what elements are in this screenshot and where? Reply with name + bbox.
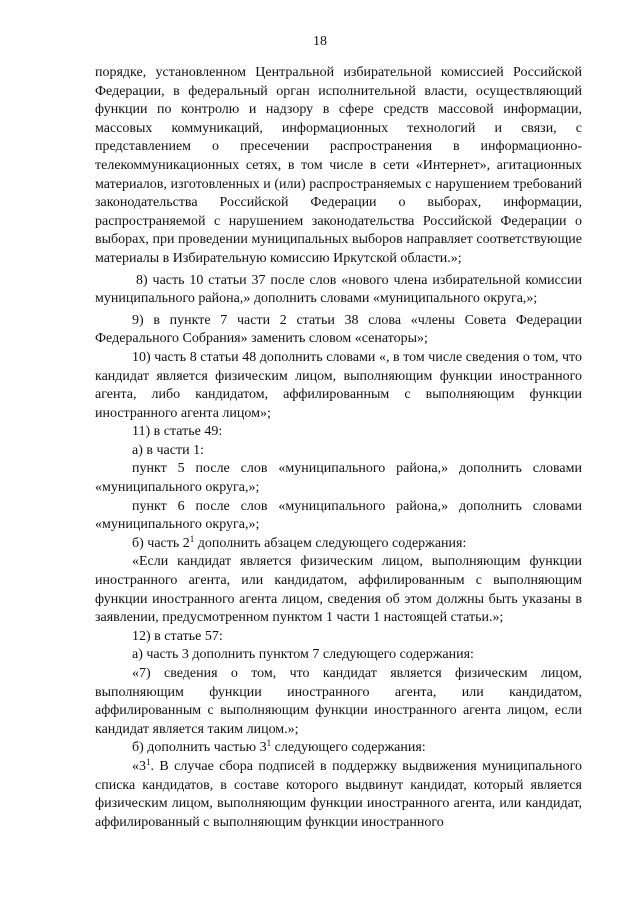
paragraph-quote-57-7: «7) сведения о том, что кандидат является физическим лицом, выполняющим функции иностранного агента, или кандидатом, аффилированным с выполняющим функции иностранного агента лицом, если кандидат является таким лицом.»; [95, 666, 582, 737]
paragraph-item-11: 11) в статье 49: [132, 424, 223, 440]
text-before-sup: б) часть 2 [132, 535, 190, 551]
superscript: 1 [189, 533, 195, 544]
superscript: 1 [146, 756, 151, 767]
text-after-sup: . В случае сбора подписей в поддержку выдвижения муниципального списка кандидатов, в составе которого выдвинут кандидат, который является физическим лицом, выполняющим функции иностранного агента, или кандидат, аффилированный с выполняющим функции иностранного [95, 758, 582, 830]
text-before-sup: б) дополнить частью 3 [132, 740, 267, 756]
paragraph-item-12b [95, 739, 582, 758]
paragraph-quote-49: «Если кандидат является физическим лицом, выполняющим функции иностранного агента, или кандидатом, аффилированным с выполняющим функции иностранного агента лицом, сведения об этом должны быть указаны в заявлении, предусмотренном пунктом 1 части 1 настоящей статьи.»; [95, 554, 582, 626]
paragraph-point-6: пункт 6 после слов «муниципального района,» дополнить словами «муниципального округа,»; [95, 498, 582, 533]
paragraph-continuation: порядке, установленном Центральной избирательной комиссией Российской Федерации, в федеральный орган исполнительной власти, осуществляющий функции по контролю и надзору в сфере средств массовой информации, массовых коммуникаций, информационных технологий и связи, с представлением о пресечении распространения в информационно-телекоммуникационных сетях, в том числе в сети «Интернет», агитационных материалов, изготовленных и (или) распространяемых с нарушением требований законодательства Российской Федерации о выборах, информации, распространяемой с нарушением законодательства Российской Федерации о выборах, при проведении муниципальных выборов направляет соответствующие материалы в Избирательную комиссию Иркутской области.»; [95, 65, 582, 266]
text-after-sup: дополнить абзацем следующего содержания: [194, 535, 467, 551]
text-before-sup: «3 [132, 758, 146, 774]
page-number: 18 [313, 34, 327, 49]
paragraph-item-10: 10) часть 8 статьи 48 дополнить словами «, в том числе сведения о том, что кандидат является физическим лицом, выполняющим функции иностранного агента, либо кандидатом, аффилированным с выполняющим функции иностранного агента лицом»; [95, 349, 582, 421]
paragraph-point-5: пункт 5 после слов «муниципального района,» дополнить словами «муниципального округа,»; [95, 461, 582, 496]
paragraph-item-12: 12) в статье 57: [132, 628, 223, 644]
document-body [95, 64, 582, 832]
paragraph-item-11b [95, 535, 582, 554]
paragraph-item-12a: а) часть 3 дополнить пунктом 7 следующего содержания: [132, 647, 474, 663]
paragraph-quote-57-3-1 [95, 758, 582, 832]
paragraph-item-11a: а) в части 1: [132, 442, 204, 458]
text-after-sup: следующего содержания: [271, 740, 426, 756]
superscript: 1 [266, 738, 272, 749]
paragraph-item-9: 9) в пункте 7 части 2 статьи 38 слова «члены Совета Федерации Федерального Собрания» заменить словом «сенаторы»; [95, 312, 582, 347]
paragraph-item-8: 8) часть 10 статьи 37 после слов «нового члена избирательной комиссии муниципального района,» дополнить словами «муниципального округа,»; [95, 272, 582, 307]
